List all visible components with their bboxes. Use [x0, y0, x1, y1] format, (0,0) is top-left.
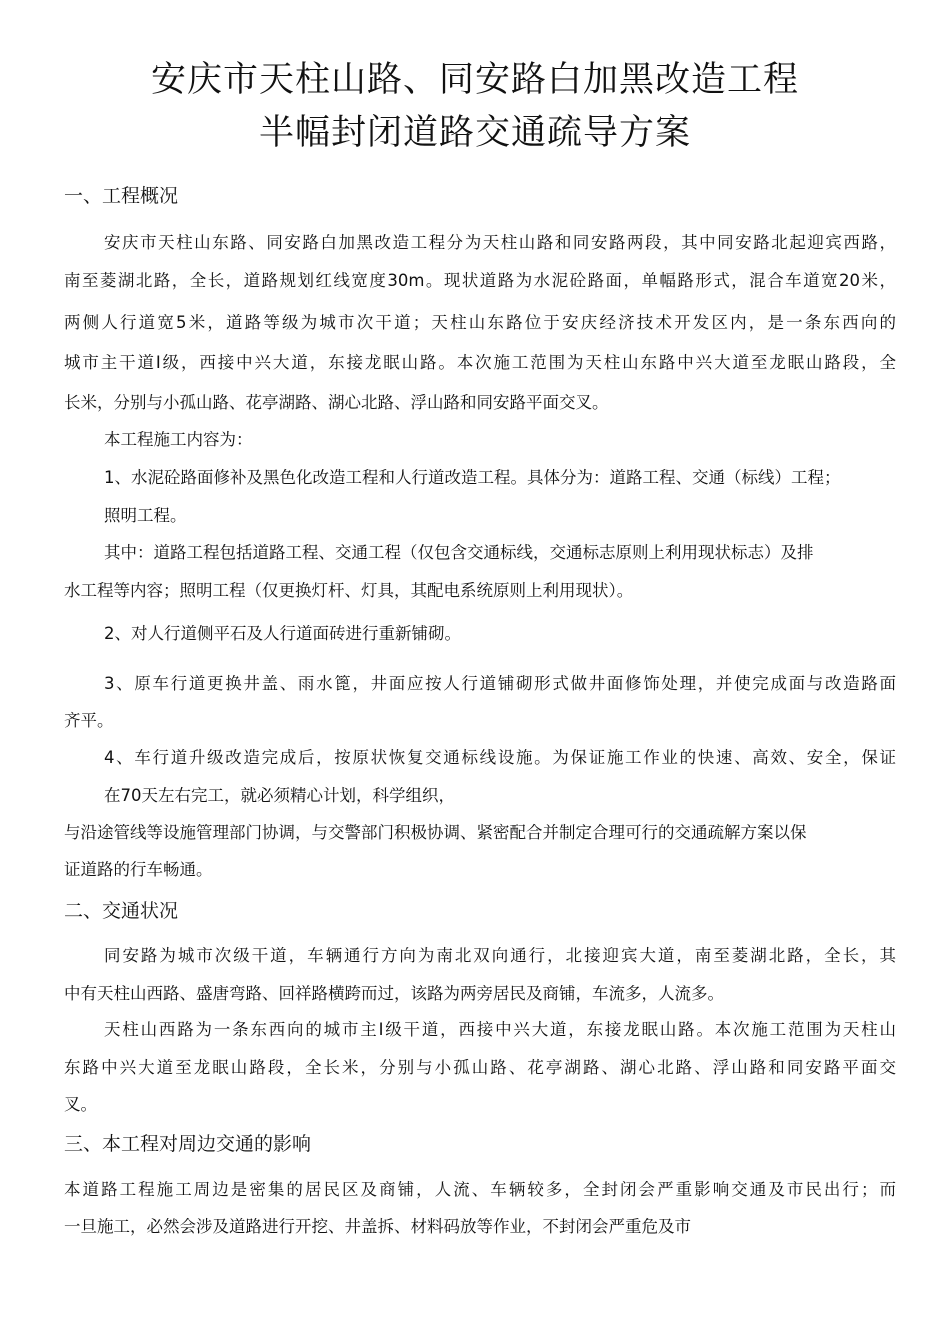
paragraph-line: 本工程施工内容为： — [104, 430, 253, 449]
paragraph-line: 安庆市天柱山东路、同安路白加黑改造工程分为天柱山路和同安路两段，其中同安路北起迎宾西路， — [104, 233, 896, 252]
section-heading-overview: 一、工程概况 — [64, 185, 179, 207]
paragraph-line: 其中：道路工程包括道路工程、交通工程（仅包含交通标线，交通标志原则上利用现状标志）及排 — [104, 543, 814, 562]
list-item-line: 2、对人行道侧平石及人行道面砖进行重新铺砌。 — [104, 624, 461, 643]
list-item-line: 齐平。 — [64, 711, 114, 730]
paragraph-line: 一旦施工，必然会涉及道路进行开挖、井盖拆、材料码放等作业，不封闭会严重危及市 — [64, 1217, 691, 1236]
paragraph-line: 与沿途管线等设施管理部门协调，与交警部门积极协调、紧密配合并制定合理可行的交通疏解方案以保 — [64, 823, 807, 842]
paragraph-line: 两侧人行道宽5米，道路等级为城市次干道；天柱山东路位于安庆经济技术开发区内，是一条东西向的 — [64, 313, 896, 332]
paragraph-line: 同安路为城市次级干道，车辆通行方向为南北双向通行，北接迎宾大道，南至菱湖北路，全长，其 — [104, 946, 896, 965]
paragraph-line: 证道路的行车畅通。 — [64, 860, 213, 879]
paragraph-line: 东路中兴大道至龙眠山路段，全长米，分别与小孤山路、花亭湖路、湖心北路、浮山路和同安路平面交 — [64, 1058, 896, 1077]
document-title-line-1: 安庆市天柱山路、同安路白加黑改造工程 — [150, 60, 799, 100]
document-title-line-2: 半幅封闭道路交通疏导方案 — [258, 113, 691, 153]
list-item-line: 照明工程。 — [104, 506, 187, 525]
paragraph-line: 叉。 — [64, 1095, 97, 1114]
paragraph-line: 城市主干道I级，西接中兴大道，东接龙眠山路。本次施工范围为天柱山东路中兴大道至龙眠山路段，全 — [64, 353, 896, 372]
paragraph-line: 长米，分别与小孤山路、花亭湖路、湖心北路、浮山路和同安路平面交叉。 — [64, 393, 609, 412]
section-heading-traffic-status: 二、交通状况 — [64, 900, 179, 922]
paragraph-line: 天柱山西路为一条东西向的城市主I级干道，西接中兴大道，东接龙眠山路。本次施工范围为天柱山 — [104, 1020, 896, 1039]
paragraph-line: 南至菱湖北路，全长，道路规划红线宽度30m。现状道路为水泥砼路面，单幅路形式，混合车道宽20米， — [64, 271, 896, 290]
paragraph-line: 中有天柱山西路、盛唐弯路、回祥路横跨而过，该路为两旁居民及商铺，车流多，人流多。 — [64, 984, 724, 1003]
list-item-line: 4、车行道升级改造完成后，按原状恢复交通标线设施。为保证施工作业的快速、高效、安全，保证 — [104, 748, 896, 767]
list-item-line: 1、水泥砼路面修补及黑色化改造工程和人行道改造工程。具体分为：道路工程、交通（标线）工程； — [104, 468, 841, 487]
list-item-line: 在70天左右完工，就必须精心计划，科学组织， — [104, 786, 455, 805]
paragraph-line: 水工程等内容；照明工程（仅更换灯杆、灯具，其配电系统原则上利用现状）。 — [64, 581, 634, 600]
paragraph-line: 本道路工程施工周边是密集的居民区及商铺，人流、车辆较多，全封闭会严重影响交通及市民出行；而 — [64, 1180, 896, 1199]
list-item-line: 3、原车行道更换井盖、雨水篦，井面应按人行道铺砌形式做井面修饰处理，并使完成面与改造路面 — [104, 674, 896, 693]
section-heading-traffic-impact: 三、本工程对周边交通的影响 — [64, 1133, 312, 1155]
